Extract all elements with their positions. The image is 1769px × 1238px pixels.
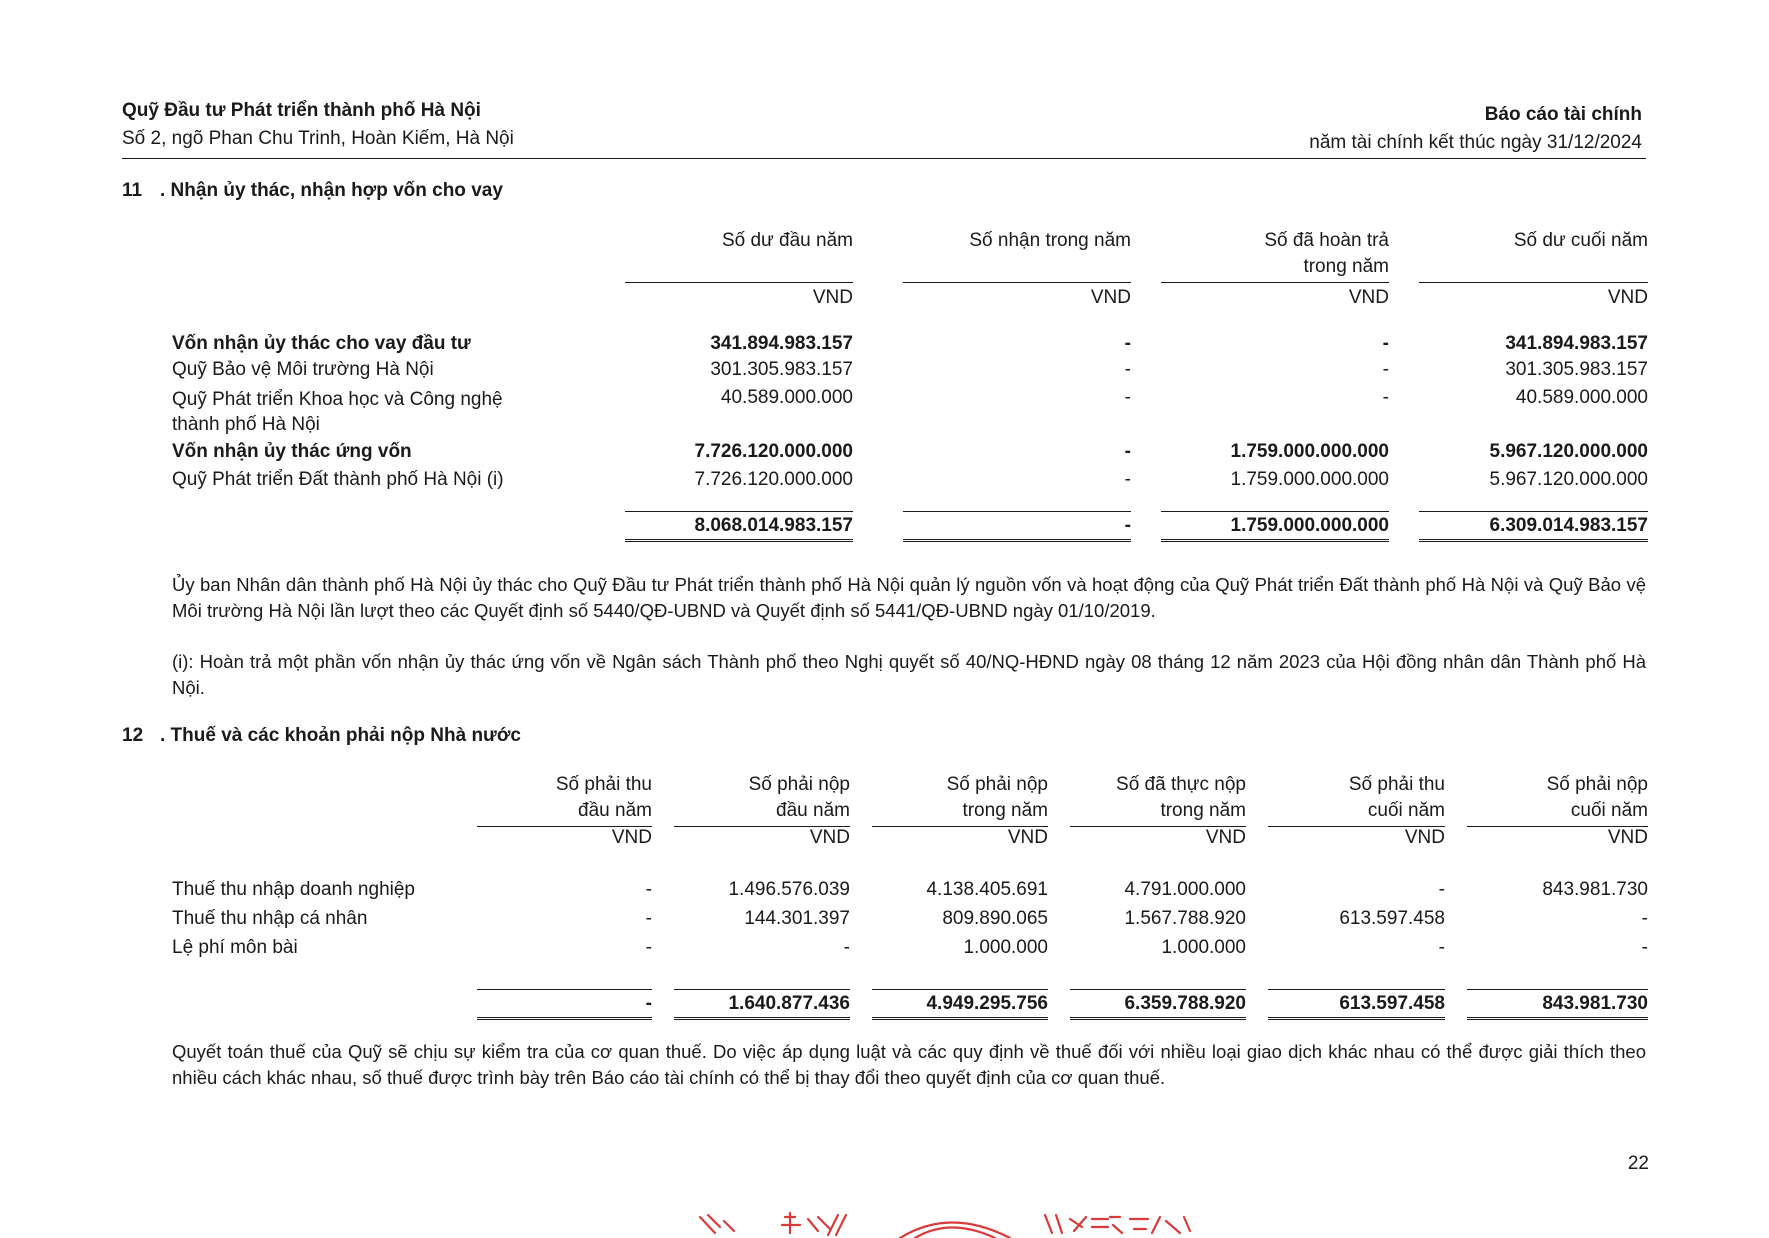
table-header-row: Số phải thu đầu năm Số phải nộp đầu năm Số phải nộp trong năm Số đã thực nộp trong năm Số phải thu cuối năm Số phải nộp cuối năm (172, 772, 1648, 827)
table-entrusted-capital (172, 228, 1648, 542)
page-number: 22 (1627, 1153, 1649, 1174)
stamp-marks (690, 1205, 1310, 1238)
col-header: Số dư cuối năm (1419, 228, 1648, 283)
table-row: Quỹ Bảo vệ Môi trường Hà Nội 301.305.983.157 - - 301.305.983.157 (172, 359, 1648, 380)
stamp-stroke (1045, 1215, 1190, 1233)
note-entrustment: Ủy ban Nhân dân thành phố Hà Nội ủy thác cho Quỹ Đầu tư Phát triển thành phố Hà Nội quản lý nguồn vốn và hoạt động của Quỹ Phát triển Đất thành phố Hà Nội và Quỹ Bảo vệ Môi trường Hà Nội lần lượt theo các Quyết định số 5440/QĐ-UBND và Quyết định số 5441/QĐ-UBND ngày 01/10/2019. (172, 574, 1646, 621)
header-left (122, 97, 514, 153)
org-name: Quỹ Đầu tư Phát triển thành phố Hà Nội (122, 100, 481, 121)
table-row: Quỹ Phát triển Đất thành phố Hà Nội (i) 7.726.120.000.000 - 1.759.000.000.000 5.967.120.000.000 (172, 469, 1648, 490)
unit-row: VND VND VND VND (812, 287, 1648, 308)
section-12-number: 12 (122, 725, 144, 746)
note-repayment: (i): Hoàn trả một phần vốn nhận ủy thác ứng vốn về Ngân sách Thành phố theo Nghị quyết số 40/NQ-HĐND ngày 08 tháng 12 năm 2023 của Hội đồng nhân dân Thành phố Hà Nội. (172, 651, 1646, 698)
table-row: Thuế thu nhập doanh nghiệp - 1.496.576.039 4.138.405.691 4.791.000.000 - 843.981.730 (172, 879, 1648, 900)
stamp-stroke (782, 1213, 846, 1235)
col-header: Số nhận trong năm (903, 228, 1131, 283)
header-right (1309, 101, 1642, 157)
table-row: Vốn nhận ủy thác cho vay đầu tư 341.894.983.157 - - 341.894.983.157 (172, 333, 1648, 354)
unit-row: VND VND VND VND VND VND (611, 827, 1648, 848)
report-period: năm tài chính kết thúc ngày 31/12/2024 (1309, 132, 1642, 153)
section-11-number: 11 (122, 180, 143, 201)
table-row: Thuế thu nhập cá nhân - 144.301.397 809.890.065 1.567.788.920 613.597.458 - (172, 908, 1648, 929)
stamp-seal-arc (915, 1228, 995, 1238)
table-row: Quỹ Phát triển Khoa học và Công nghệ thành phố Hà Nội 40.589.000.000 - - 40.589.000.000 (172, 387, 1648, 435)
table-taxes (172, 772, 1648, 1020)
report-title: Báo cáo tài chính (1484, 104, 1642, 125)
total-row: - 1.640.877.436 4.949.295.756 6.359.788.920 613.597.458 843.981.730 (172, 989, 1648, 1018)
section-12-title: 12 . Thuế và các khoản phải nộp Nhà nước (122, 725, 521, 746)
table-row: Vốn nhận ủy thác ứng vốn 7.726.120.000.000 - 1.759.000.000.000 5.967.120.000.000 (172, 441, 1648, 462)
total-row: 8.068.014.983.157 - 1.759.000.000.000 6.309.014.983.157 (172, 511, 1648, 540)
note-tax-settlement: Quyết toán thuế của Quỹ sẽ chịu sự kiểm tra của cơ quan thuế. Do việc áp dụng luật và các quy định về thuế đối với nhiều loại giao dịch khác nhau có thể được giải thích theo nhiều cách khác nhau, số thuế được trình bày trên Báo cáo tài chính có thể bị thay đổi theo quyết định của cơ quan thuế. (172, 1041, 1646, 1088)
col-header: Số đã hoàn trả trong năm (1161, 228, 1389, 283)
col-header: Số dư đầu năm (625, 228, 853, 283)
header-rule (122, 158, 1646, 159)
stamp-seal-arc (900, 1223, 1010, 1238)
table-row: Lệ phí môn bài - - 1.000.000 1.000.000 - - (172, 937, 1648, 958)
section-11-title: 11 . Nhận ủy thác, nhận hợp vốn cho vay (122, 180, 503, 201)
stamp-stroke (700, 1215, 734, 1233)
table-header-row (172, 228, 1648, 283)
org-address: Số 2, ngõ Phan Chu Trinh, Hoàn Kiếm, Hà Nội (122, 128, 514, 149)
